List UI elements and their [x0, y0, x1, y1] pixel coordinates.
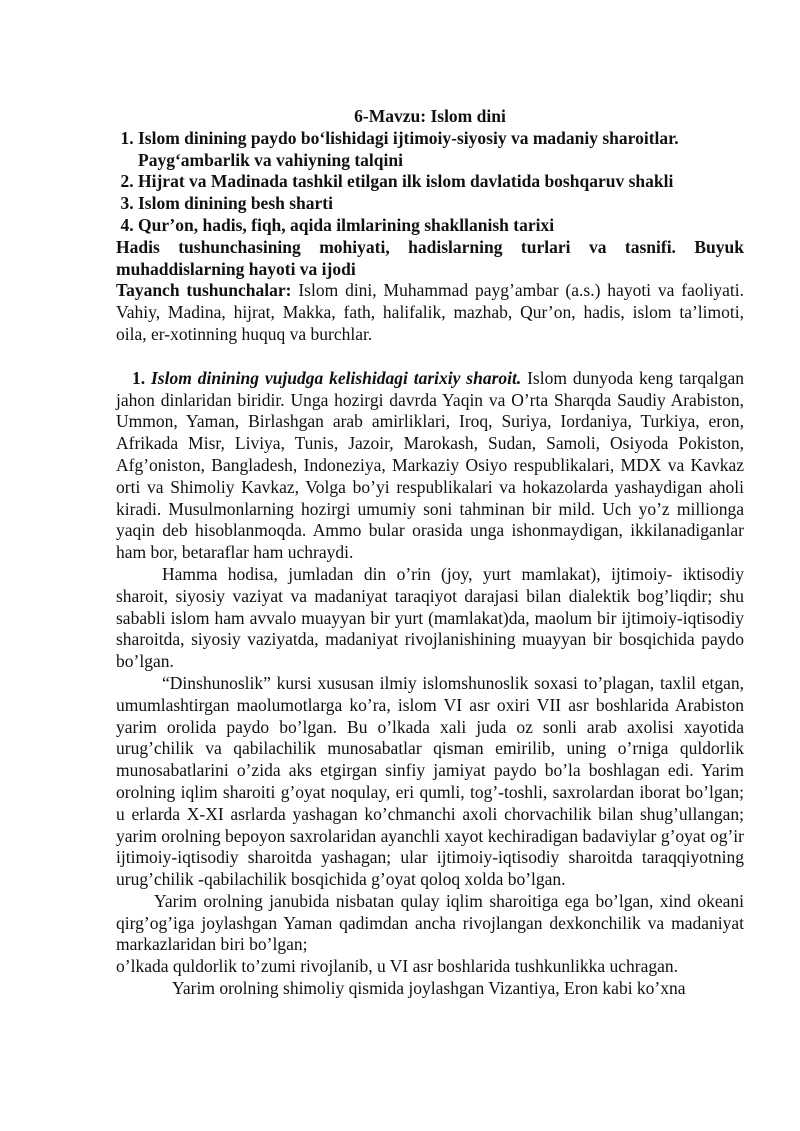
key-concepts-label: Tayanch tushunchalar:: [116, 280, 292, 301]
topic-item: 1. Islom dinining paydo bo‘lishidagi ijtimoiy-siyosiy va madaniy sharoitlar. Payg‘ambarlik va vahiyning talqini: [138, 128, 744, 172]
body-paragraph: Hamma hodisa, jumladan din o’rin (joy, yurt mamlakat), ijtimoiy- iktisodiy sharoit, siyosiy vaziyat va madaniyat taraqiyot darajasi bilan dialektik bog’liqdir; shu sababli islom ham avvalo muayyan bir yurt (mamlakat)da, maolum bir ijtimoiy-iqtisodiy sharoitda, siyosiy vaziyatda, madaniyat rivojlanishining muayyan bir bosqichida paydo bo’lgan.: [116, 563, 744, 672]
section-number: 1.: [132, 367, 146, 388]
body-paragraph: o’lkada quldorlik to’zumi rivojlanib, u VI asr boshlarida tushkunlikka uchragan.: [116, 956, 678, 977]
section-heading: Islom dinining vujudga kelishidagi tarixiy sharoit.: [151, 367, 522, 388]
section-text: Islom dunyoda keng tarqalgan jahon dinlaridan biridir. Unga hozirgi davrda Yaqin va O’rta Sharqda Saudiy Arabiston, Ummon, Yaman, Birlashgan arab amirliklari, Iroq, Suriya, Iordaniya, Turkiya, eron, Afrikada Misr, Liviya, Tunis, Jazoir, Marokash, Sudan, Samoli, Osiyoda Pokiston, Afg’oniston, Bangladesh, Indoneziya, Markaziy Osiyo respublikalari, MDX va Kavkaz orti va Shimoliy Kavkaz, Volga bo’yi respublikalari va hokazolarda yashaydigan aholi kiradi. Musulmonlarning hozirgi umumiy soni tahminan bir mild. Uch yo’z millionga yaqin deb hisoblanmoqda. Ammo bular orasida unga ishonmaydigan, ikkilanadiganlar ham bor, betaraflar ham uchraydi.: [116, 367, 744, 563]
topic-item: 2. Hijrat va Madinada tashkil etilgan ilk islom davlatida boshqaruv shakli: [138, 171, 744, 193]
topic-list: [116, 128, 744, 237]
topic-item: 4. Qur’on, hadis, fiqh, aqida ilmlarining shakllanish tarixi: [138, 215, 744, 237]
body-paragraph: Yarim orolning janubida nisbatan qulay iqlim sharoitiga ega bo’lgan, xind okeani qirg’og’iga joylashgan Yaman qadimdan ancha rivojlangan dexkonchilik va madaniyat markazlaridan biri bo’lgan;: [116, 890, 744, 955]
page-title: 6-Mavzu: Islom dini: [354, 106, 506, 126]
section-1-paragraph: [116, 368, 744, 564]
topic-item: 3. Islom dinining besh sharti: [138, 193, 744, 215]
hadis-heading: Hadis tushunchasining mohiyati, hadislarning turlari va tasnifi. Buyuk muhaddislarning hayoti va ijodi: [116, 236, 744, 279]
body-paragraph: “Dinshunoslik” kursi xususan ilmiy islomshunoslik soxasi to’plagan, taxlil etgan, umumlashtirgan maolumotlarga ko’ra, islom VI asr oxiri VII asr boshlarida Arabiston yarim orolida paydo bo’lgan. Bu o’lkada xali juda oz sonli arab axolisi xayotida urug’chilik va qabilachilik munosabatlar qisman emirilib, uning o’rniga quldorlik munosabatlarini o’zida aks etgirgan sinfiy jamiyat paydo bo’la boshlagan edi. Yarim orolning iqlim sharoiti g’oyat noqulay, eri qumli, tog’-toshli, saxrolardan iborat bo’lgan; u erlarda X-XI asrlarda yashagan ko’chmanchi axoli chorvachilik bilan shug’ullangan; yarim orolning bepoyon saxrolaridan ayanchli xayot kechiradigan badaviylar g’oyat og’ir ijtimoiy-iqtisodiy sharoitda yashagan; ular ijtimoiy-iqtisodiy sharoitda taraqqiyotning urug’chilik -qabilachilik bosqichida g’oyat qoloq xolda bo’lgan.: [116, 672, 744, 890]
key-concepts-text: Islom dini, Muhammad payg’ambar (a.s.) hayoti va faoliyati. Vahiy, Madina, hijrat, Makka, fath, halifalik, mazhab, Qur’on, hadis, islom ta’limoti, oila, er-xotinning huquq va burchlar.: [116, 280, 744, 344]
key-concepts-paragraph: [116, 280, 744, 345]
body-paragraph: Yarim orolning shimoliy qismida joylashgan Vizantiya, Eron kabi ko’xna: [172, 978, 686, 999]
